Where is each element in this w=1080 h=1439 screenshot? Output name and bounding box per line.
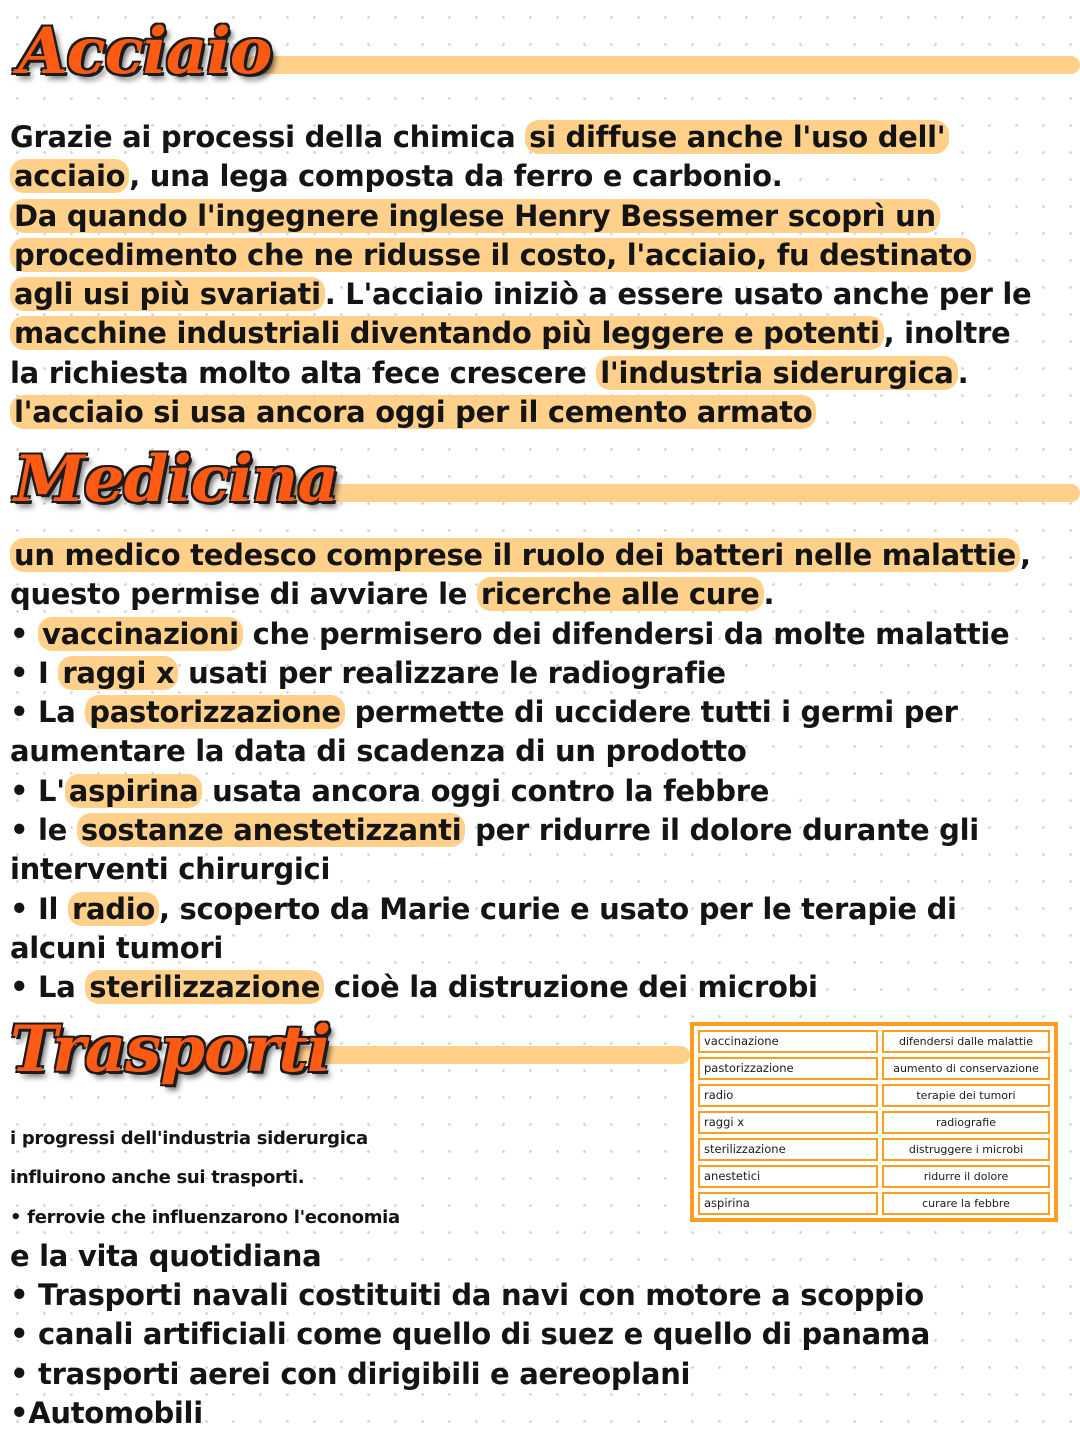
table-cell-term: anestetici bbox=[698, 1165, 878, 1188]
highlighted-text: vaccinazioni bbox=[38, 617, 243, 651]
plain-text: usati per realizzare le radiografie bbox=[178, 655, 726, 690]
section-title-trasporti: Trasporti bbox=[10, 1012, 331, 1087]
table-cell-purpose: aumento di conservazione bbox=[882, 1057, 1050, 1080]
plain-text: . bbox=[957, 355, 969, 390]
text-line bbox=[10, 197, 1031, 236]
plain-text: la richiesta molto alta fece crescere bbox=[10, 355, 597, 390]
plain-text: • canali artificiali come quello di suez e quello di panama bbox=[10, 1317, 931, 1352]
plain-text: , una lega composta da ferro e carbonio. bbox=[129, 159, 783, 194]
plain-text: •Automobili bbox=[10, 1396, 203, 1431]
table-cell-purpose: distruggere i microbi bbox=[882, 1138, 1050, 1161]
table-row bbox=[698, 1030, 1050, 1053]
plain-text: per ridurre il dolore durante gli bbox=[465, 813, 979, 848]
plain-text: interventi chirurgici bbox=[10, 852, 331, 887]
plain-text: i progressi dell'industria siderurgica bbox=[10, 1128, 368, 1149]
plain-text: • bbox=[10, 616, 39, 651]
plain-text: , inoltre bbox=[883, 316, 1011, 351]
text-line bbox=[10, 850, 1031, 889]
highlighted-text: un medico tedesco comprese il ruolo dei batteri nelle malattie bbox=[10, 538, 1020, 572]
plain-text: , scoperto da Marie curie e usato per le terapie di bbox=[158, 891, 957, 926]
plain-text: e la vita quotidiana bbox=[10, 1238, 322, 1273]
plain-text: usata ancora oggi contro la febbre bbox=[202, 773, 770, 808]
table-cell-term: sterilizzazione bbox=[698, 1138, 878, 1161]
plain-text: • trasporti aerei con dirigibili e aereoplani bbox=[10, 1356, 691, 1391]
text-line bbox=[10, 1237, 930, 1276]
highlighted-text: ricerche alle cure bbox=[477, 577, 764, 611]
highlighted-text: si diffuse anche l'uso dell' bbox=[525, 120, 949, 154]
table-cell-purpose: curare la febbre bbox=[882, 1192, 1050, 1215]
text-line bbox=[10, 1276, 930, 1315]
table-cell-term: raggi x bbox=[698, 1111, 878, 1134]
table-cell-purpose: ridurre il dolore bbox=[882, 1165, 1050, 1188]
plain-text: • ferrovie che influenzarono l'economia bbox=[10, 1206, 400, 1228]
plain-text: • La bbox=[10, 695, 86, 730]
section-title-acciaio: Acciaio bbox=[18, 14, 272, 89]
highlighted-text: sterilizzazione bbox=[85, 970, 324, 1004]
table-cell-purpose: radiografie bbox=[882, 1111, 1050, 1134]
text-line bbox=[10, 615, 1031, 654]
plain-text: questo permise di avviare le bbox=[10, 577, 477, 612]
highlighted-text: agli usi più svariati bbox=[10, 277, 325, 311]
highlighted-text: aspirina bbox=[65, 774, 203, 808]
plain-text: . bbox=[763, 577, 775, 612]
text-line bbox=[10, 693, 1031, 732]
text-line bbox=[10, 1394, 930, 1433]
text-line bbox=[10, 1315, 930, 1354]
text-line bbox=[10, 772, 1031, 811]
plain-text: alcuni tumori bbox=[10, 930, 224, 965]
table-row bbox=[698, 1084, 1050, 1107]
plain-text: permette di uccidere tutti i germi per bbox=[344, 695, 958, 730]
plain-text: • I bbox=[10, 655, 59, 690]
highlighted-text: acciaio bbox=[10, 159, 129, 193]
text-line bbox=[10, 354, 1031, 393]
section-body-acciaio bbox=[10, 118, 1031, 432]
text-line bbox=[10, 157, 1031, 196]
text-line bbox=[10, 811, 1031, 850]
table-cell-purpose: difendersi dalle malattie bbox=[882, 1030, 1050, 1053]
text-line bbox=[10, 890, 1031, 929]
title-underline-bar bbox=[245, 56, 1080, 74]
plain-text: . L'acciaio iniziò a essere usato anche per le bbox=[324, 277, 1032, 312]
plain-text: , bbox=[1020, 538, 1031, 572]
text-line bbox=[10, 732, 1031, 771]
plain-text: • L' bbox=[10, 773, 65, 808]
table-row bbox=[698, 1057, 1050, 1080]
highlighted-text: l'acciaio si usa ancora oggi per il cemento armato bbox=[10, 395, 816, 429]
highlighted-text: radio bbox=[68, 892, 159, 926]
plain-text: • Il bbox=[10, 891, 68, 926]
table-row bbox=[698, 1111, 1050, 1134]
text-line bbox=[10, 236, 1031, 275]
text-line bbox=[10, 314, 1031, 353]
text-line bbox=[10, 536, 1031, 575]
highlighted-text: macchine industriali diventando più leggere e potenti bbox=[10, 316, 884, 350]
table-row bbox=[698, 1165, 1050, 1188]
plain-text: aumentare la data di scadenza di un prodotto bbox=[10, 734, 747, 769]
highlighted-text: raggi x bbox=[58, 656, 178, 690]
section-body-medicina bbox=[10, 536, 1031, 1008]
table-cell-term: aspirina bbox=[698, 1192, 878, 1215]
title-underline-bar bbox=[295, 1046, 690, 1064]
table-cell-purpose: terapie dei tumori bbox=[882, 1084, 1050, 1107]
text-line bbox=[10, 929, 1031, 968]
plain-text: cioè la distruzione dei microbi bbox=[324, 970, 818, 1005]
text-line bbox=[10, 118, 1031, 157]
highlighted-text: sostanze anestetizzanti bbox=[77, 813, 466, 847]
highlighted-text: Da quando l'ingegnere inglese Henry Bessemer scoprì un bbox=[10, 199, 940, 233]
table-cell-term: pastorizzazione bbox=[698, 1057, 878, 1080]
plain-text: • Trasporti navali costituiti da navi con motore a scoppio bbox=[10, 1278, 924, 1313]
section-title-medicina: Medicina bbox=[14, 442, 338, 517]
text-line bbox=[10, 393, 1031, 432]
highlighted-text: l'industria siderurgica bbox=[596, 356, 957, 390]
text-line bbox=[10, 275, 1031, 314]
plain-text: Grazie ai processi della chimica bbox=[10, 120, 526, 154]
text-line bbox=[10, 575, 1031, 614]
text-line bbox=[10, 654, 1031, 693]
table-cell-term: vaccinazione bbox=[698, 1030, 878, 1053]
plain-text: • le bbox=[10, 813, 77, 848]
summary-table bbox=[690, 1022, 1058, 1222]
highlighted-text: procedimento che ne ridusse il costo, l'acciaio, fu destinato bbox=[10, 238, 976, 272]
text-line bbox=[10, 1355, 930, 1394]
plain-text: che permisero dei difendersi da molte malattie bbox=[242, 616, 1010, 651]
table-row bbox=[698, 1192, 1050, 1215]
table-row bbox=[698, 1138, 1050, 1161]
plain-text: influirono anche sui trasporti. bbox=[10, 1167, 305, 1189]
text-line bbox=[10, 968, 1031, 1007]
title-underline-bar bbox=[290, 484, 1080, 502]
plain-text: • La bbox=[10, 970, 86, 1005]
table-cell-term: radio bbox=[698, 1084, 878, 1107]
highlighted-text: pastorizzazione bbox=[85, 695, 345, 729]
